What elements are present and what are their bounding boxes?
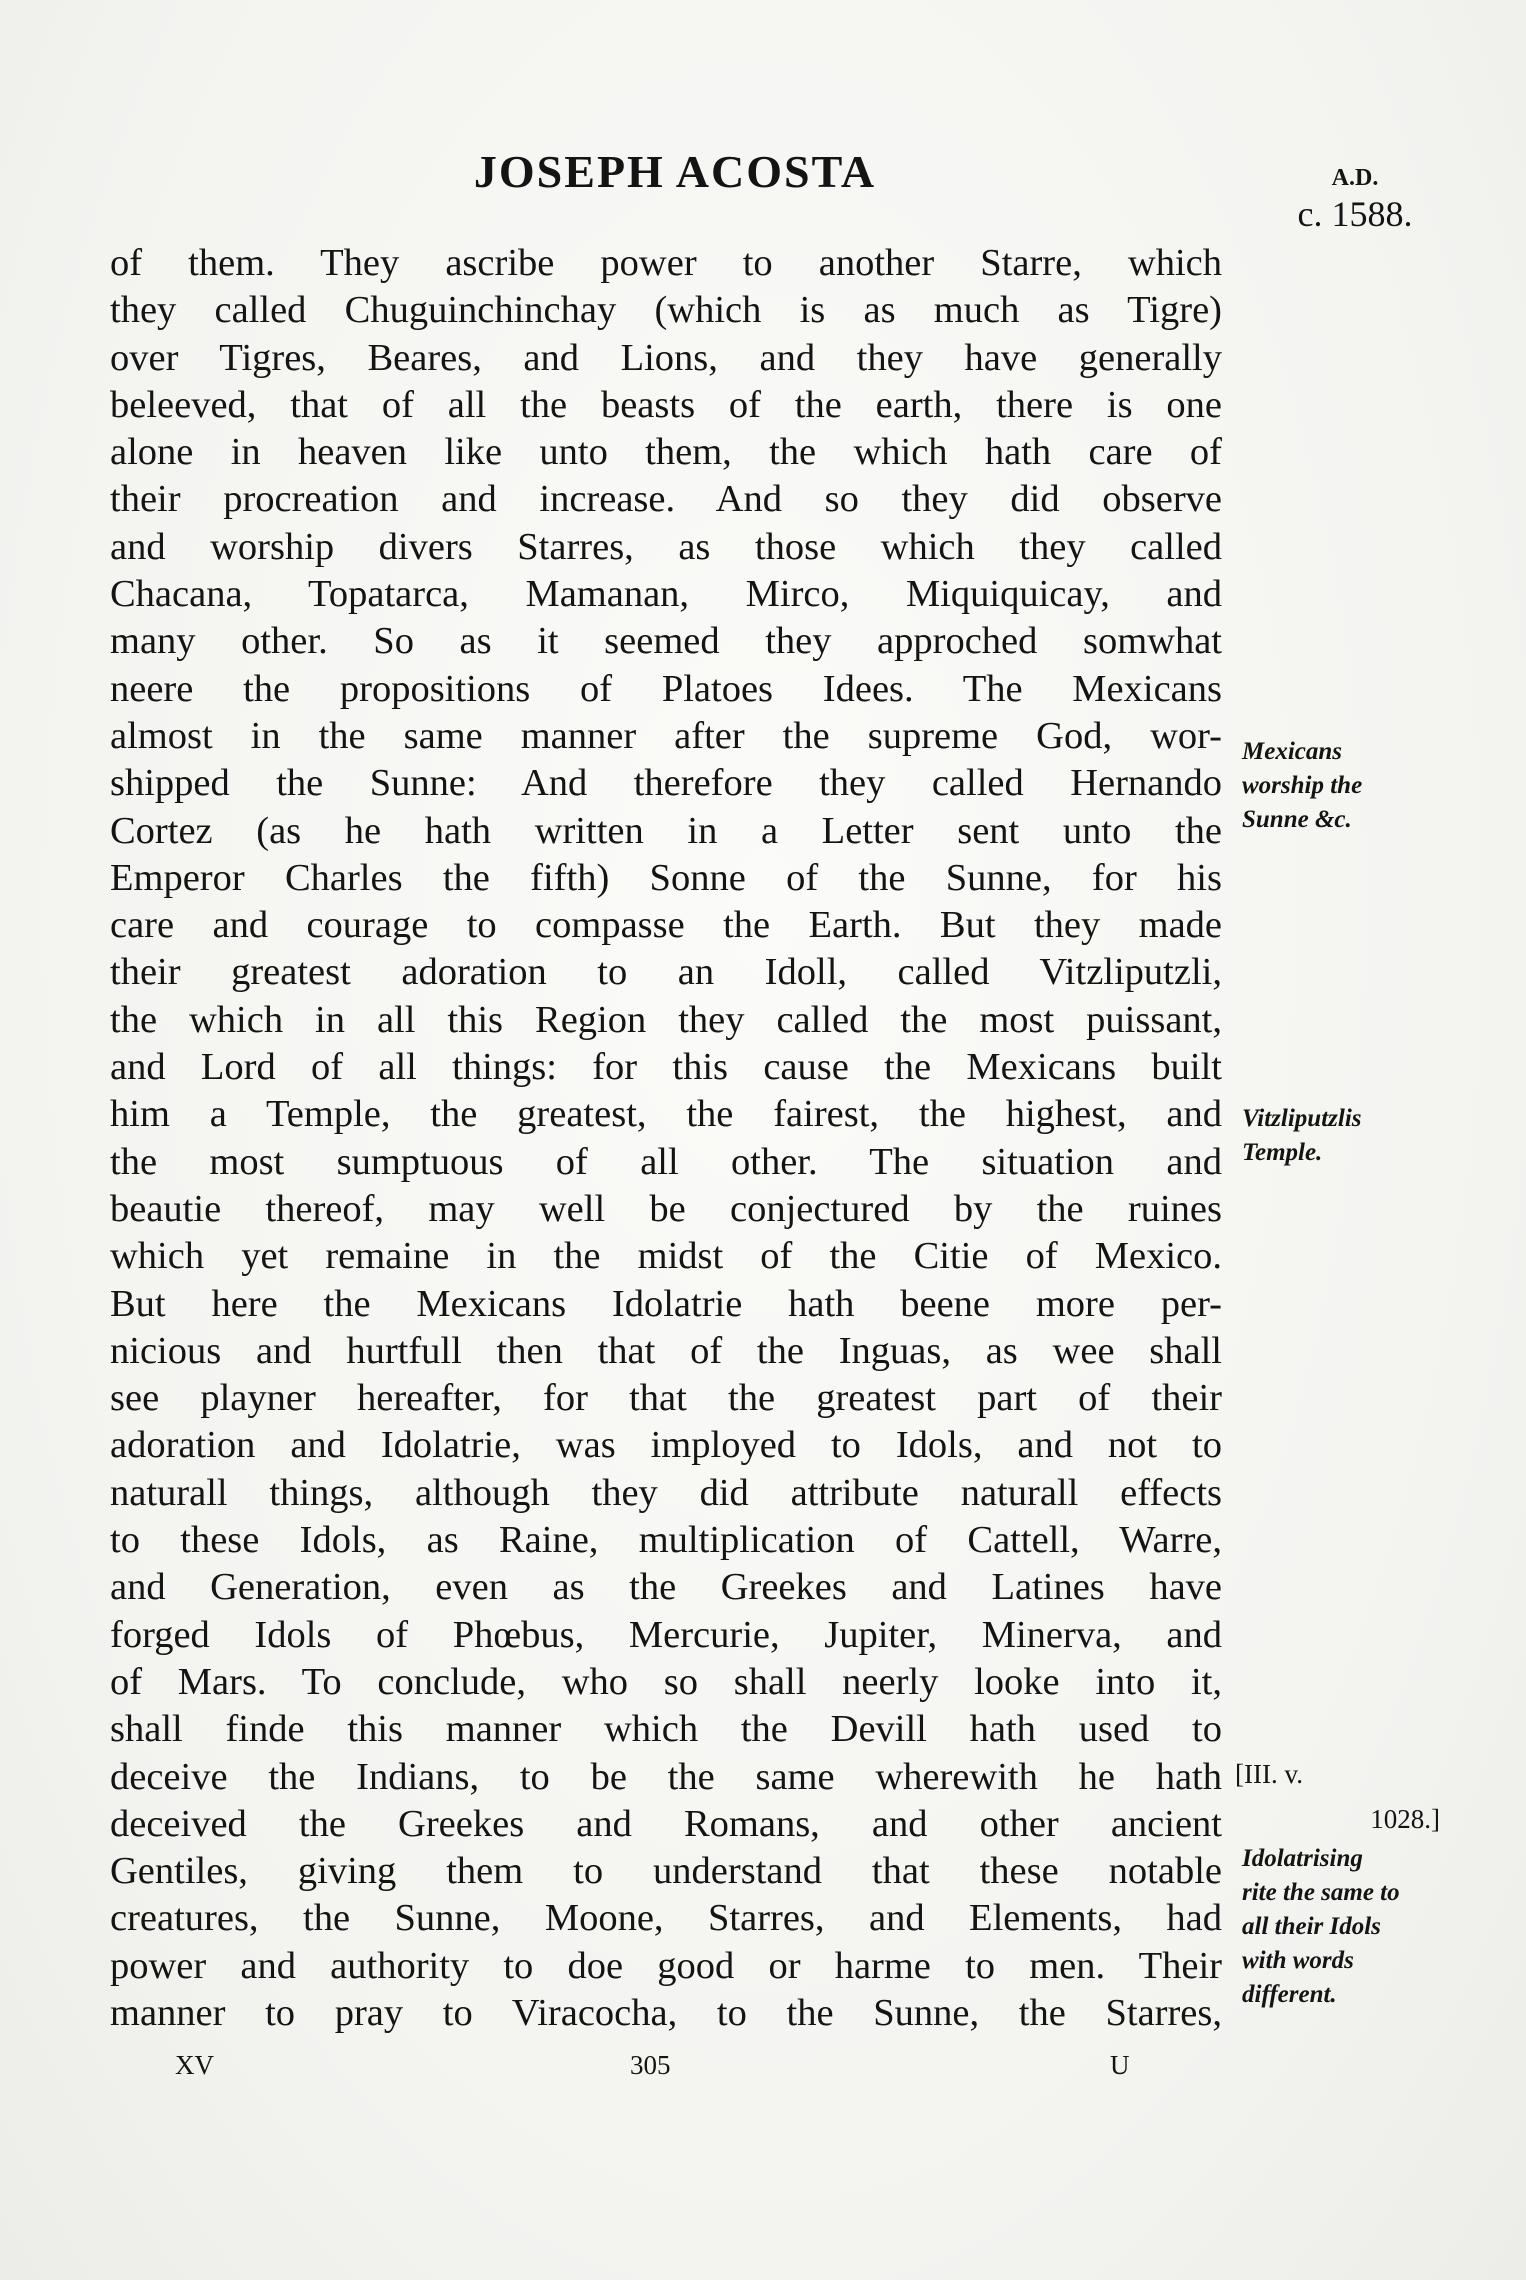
- margin-note-line: Mexicans: [1242, 738, 1342, 765]
- page-reference-page: 1028.]: [1370, 1804, 1440, 1834]
- text-line: the most sumptuous of all other. The situation and: [110, 1140, 1222, 1183]
- text-line: Cortez (as he hath written in a Letter sent unto the: [110, 809, 1222, 852]
- margin-note-line: Vitzliputzlis: [1242, 1105, 1362, 1132]
- text-line: neere the propositions of Platoes Idees. The Mexicans: [110, 667, 1222, 710]
- text-line: they called Chuguinchinchay (which is as much as Tigre): [110, 289, 1222, 332]
- text-line: and worship divers Starres, as those which they called: [110, 525, 1222, 568]
- margin-note-line: different.: [1242, 1981, 1337, 2008]
- text-line: forged Idols of Phœbus, Mercurie, Jupiter, Minerva, and: [110, 1613, 1222, 1656]
- text-line: beautie thereof, may well be conjectured by the ruines: [110, 1187, 1222, 1230]
- text-line: shipped the Sunne: And therefore they called Hernando: [110, 762, 1222, 805]
- margin-note-line: all their Idols: [1242, 1913, 1381, 1940]
- margin-note-vitzliputzlis-temple: [1242, 1102, 1442, 1170]
- text-line: deceived the Greekes and Romans, and other ancient: [110, 1802, 1222, 1845]
- text-line: of Mars. To conclude, who so shall neerly looke into it,: [110, 1660, 1222, 1703]
- text-line: adoration and Idolatrie, was imployed to Idols, and not to: [110, 1424, 1222, 1467]
- text-line: nicious and hurtfull then that of the Inguas, as wee shall: [110, 1329, 1222, 1372]
- text-line: of them. They ascribe power to another Starre, which: [110, 242, 1222, 284]
- text-line: their greatest adoration to an Idoll, called Vitzliputzli,: [110, 951, 1222, 994]
- date-block: [1280, 160, 1430, 232]
- margin-note-line: Temple.: [1242, 1139, 1323, 1166]
- margin-note-idolatrising-rite: [1242, 1842, 1442, 2012]
- page-reference: [1235, 1752, 1440, 1842]
- text-line: Chacana, Topatarca, Mamanan, Mirco, Miquiquicay, and: [110, 573, 1222, 616]
- margin-note-line: rite the same to: [1242, 1879, 1400, 1906]
- text-line: many other. So as it seemed they approched somwhat: [110, 620, 1222, 663]
- text-line: Gentiles, giving them to understand that these notable: [110, 1850, 1222, 1893]
- text-line: almost in the same manner after the supreme God, wor-: [110, 714, 1222, 757]
- page-reference-volume: [III. v.: [1235, 1759, 1303, 1789]
- text-line: creatures, the Sunne, Moone, Starres, and Elements, had: [110, 1897, 1222, 1940]
- text-line: him a Temple, the greatest, the fairest, the highest, and: [110, 1093, 1222, 1136]
- text-line: alone in heaven like unto them, the which hath care of: [110, 431, 1222, 474]
- text-line: naturall things, although they did attribute naturall effects: [110, 1471, 1222, 1514]
- margin-note-line: with words: [1242, 1947, 1354, 1974]
- text-line: Emperor Charles the fifth) Sonne of the Sunne, for his: [110, 856, 1222, 899]
- date-label: A.D.: [1331, 165, 1379, 191]
- text-line: But here the Mexicans Idolatrie hath beene more per-: [110, 1282, 1222, 1325]
- text-line: their procreation and increase. And so they did observe: [110, 478, 1222, 521]
- running-title: JOSEPH ACOSTA: [473, 146, 877, 197]
- date-year: c. 1588.: [1297, 194, 1413, 234]
- text-line: which yet remaine in the midst of the Citie of Mexico.: [110, 1235, 1222, 1278]
- margin-note-mexicans-worship: [1242, 735, 1442, 837]
- text-line: and Lord of all things: for this cause the Mexicans built: [110, 1046, 1222, 1089]
- text-line: over Tigres, Beares, and Lions, and they have generally: [110, 336, 1222, 379]
- text-line: deceive the Indians, to be the same wherewith he hath: [110, 1755, 1222, 1798]
- footer-signature-right: U: [1110, 2050, 1130, 2080]
- text-line: to these Idols, as Raine, multiplication of Cattell, Warre,: [110, 1519, 1222, 1562]
- text-line: the which in all this Region they called the most puissant,: [110, 998, 1222, 1041]
- margin-note-line: Idolatrising: [1242, 1845, 1363, 1872]
- text-line: power and authority to doe good or harme to men. Their: [110, 1944, 1222, 1987]
- text-line: manner to pray to Viracocha, to the Sunne, the Starres,: [110, 1991, 1222, 2034]
- text-line: beleeved, that of all the beasts of the earth, there is one: [110, 383, 1222, 426]
- footer-signature-left: XV: [175, 2050, 214, 2080]
- margin-note-line: worship the: [1242, 772, 1363, 799]
- text-line: care and courage to compasse the Earth. But they made: [110, 904, 1222, 947]
- footer-page-number: 305: [630, 2050, 671, 2080]
- body-text: [110, 240, 1222, 2037]
- text-line: and Generation, even as the Greekes and Latines have: [110, 1566, 1222, 1609]
- text-line: see playner hereafter, for that the greatest part of their: [110, 1377, 1222, 1420]
- text-line: shall finde this manner which the Devill hath used to: [110, 1708, 1222, 1751]
- margin-note-line: Sunne &c.: [1242, 806, 1352, 833]
